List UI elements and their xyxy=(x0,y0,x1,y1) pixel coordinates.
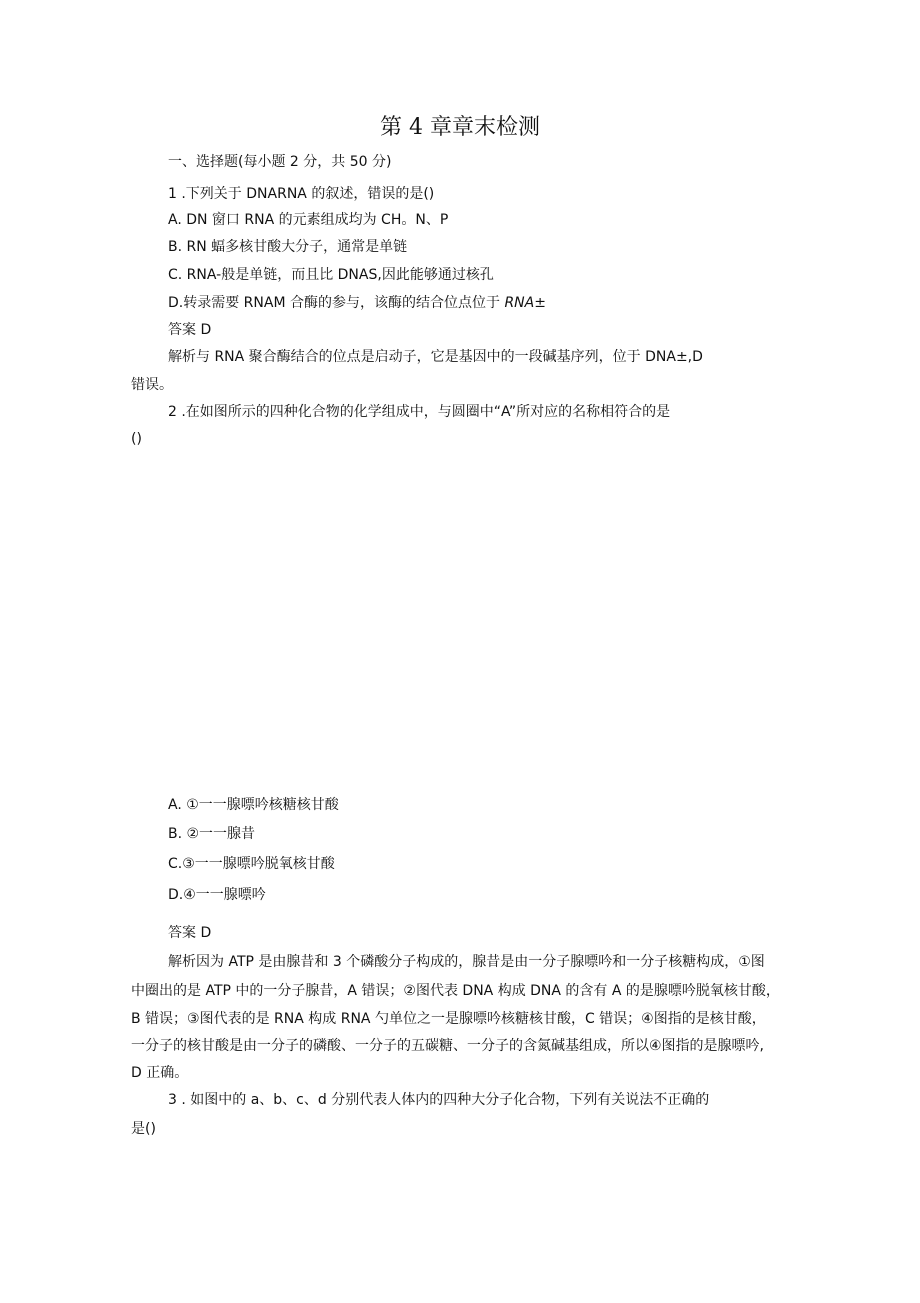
q3-stem-line-1: 3 . 如图中的 a、b、c、d 分别代表人体内的四种大分子化合物，下列有关说法不正确的 xyxy=(168,1092,710,1108)
q2-explanation-line-2: 中圈出的是 ATP 中的一分子腺昔，A 错误；②图代表 DNA 构成 DNA 的含有 A 的是腺嘌吟脱氧核甘酸， xyxy=(131,983,780,999)
q2-figure-area xyxy=(168,462,768,780)
q1-explanation-line-2: 错误。 xyxy=(131,377,173,393)
q2-explanation-line-3: B 错误；③图代表的是 RNA 构成 RNA 勺单位之一是腺嘌吟核糖核甘酸，C 错误；④图指的是核甘酸， xyxy=(131,1011,766,1027)
q2-option-d: D.④一一腺嘌吟 xyxy=(168,887,266,903)
q2-stem-line-1: 2 .在如图所示的四种化合物的化学组成中，与圆圈中“A”所对应的名称相符合的是 xyxy=(168,404,671,420)
q1-answer: 答案 D xyxy=(168,322,212,338)
q1-option-b: B. RN 蝠多核甘酸大分子，通常是单链 xyxy=(168,239,408,255)
q1-option-a: A. DN 窗口 RNA 的元素组成均为 CH。N、P xyxy=(168,212,449,228)
page-title: 第 4 章章末检测 xyxy=(380,115,540,140)
q2-option-a: A. ①一一腺嘌吟核糖核甘酸 xyxy=(168,797,339,813)
q1-stem: 1 .下列关于 DNARNA 的叙述，错误的是() xyxy=(168,186,435,202)
q1-option-d xyxy=(168,294,546,312)
q2-explanation-line-5: D 正确。 xyxy=(131,1065,189,1081)
q3-stem-line-2: 是() xyxy=(131,1121,156,1137)
q2-option-b: B. ②一一腺昔 xyxy=(168,826,256,842)
q2-explanation-line-1: 解析因为 ATP 是由腺昔和 3 个磷酸分子构成的，腺昔是由一分子腺嘌吟和一分子核糖构成，①图 xyxy=(168,954,765,970)
q2-answer: 答案 D xyxy=(168,925,212,941)
q2-stem-line-2: () xyxy=(131,431,142,447)
q1-explanation-line-1: 解析与 RNA 聚合酶结合的位点是启动子，它是基因中的一段碱基序列，位于 DNA±,D xyxy=(168,349,703,365)
q2-option-c: C.③一一腺嘌吟脱氧核甘酸 xyxy=(168,856,335,872)
q2-explanation-line-4: 一分子的核甘酸是由一分子的磷酸、一分子的五碳糖、一分子的含氮碱基组成，所以④图指的是腺嘌吟, xyxy=(131,1038,764,1054)
q1-option-c: C. RNA-般是单链，而且比 DNAS,因此能够通过核孔 xyxy=(168,267,494,283)
q1-option-d-text: D.转录需要 RNAM 合酶的参与，该酶的结合位点位于 xyxy=(168,295,505,311)
section-heading: 一、选择题(每小题 2 分，共 50 分) xyxy=(168,154,392,170)
q1-option-d-emphasis: RNA± xyxy=(504,295,546,311)
